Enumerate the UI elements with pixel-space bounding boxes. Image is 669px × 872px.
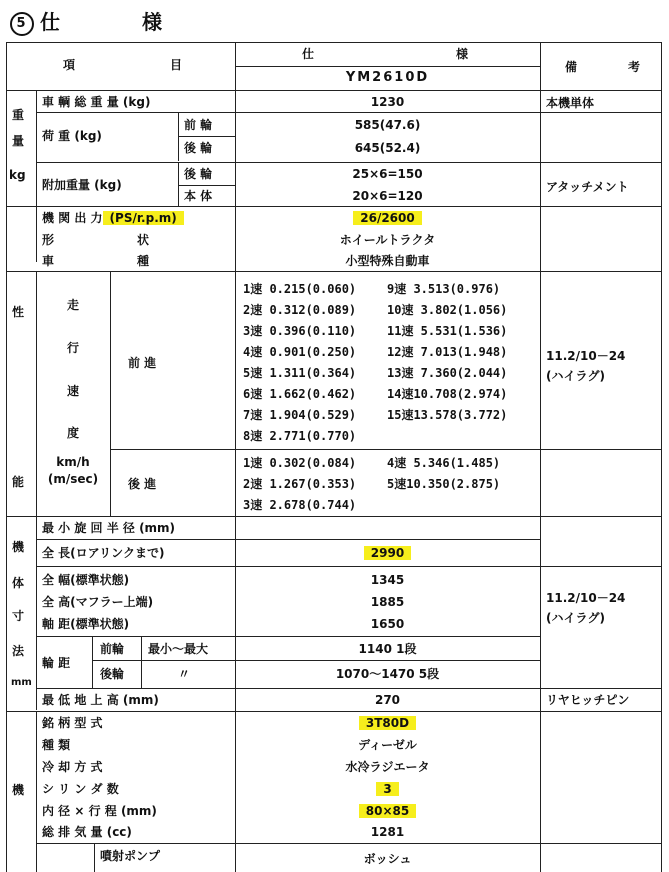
- dim-note-2: (ハイラグ): [546, 611, 605, 625]
- weight-group-3: kg: [9, 168, 26, 182]
- engine-model-label: 銘 柄 型 式: [42, 716, 103, 730]
- reverse-gear: 2速 1.267(0.353): [243, 477, 357, 491]
- performance-note-2: (ハイラグ): [546, 369, 605, 383]
- engine-bore-label: 内 径 × 行 程 (mm): [42, 804, 157, 818]
- forward-gear: 12速 7.013(1.948): [387, 345, 508, 359]
- tread-front-range: 最小～最大: [148, 642, 209, 656]
- weight-add-body-label: 本 体: [184, 189, 213, 203]
- forward-gear: 4速 0.901(0.250): [243, 345, 357, 359]
- dim-group-1: 機: [12, 540, 25, 554]
- engine-power-label: 機 関 出 力 (PS/r.p.m): [42, 211, 184, 225]
- forward-gear: 2速 0.312(0.089): [243, 303, 357, 317]
- forward-gear: 7速 1.904(0.529): [243, 408, 357, 422]
- injection-pump-label: 噴射ポンプ: [100, 849, 161, 863]
- weight-total-note: 本機単体: [546, 96, 595, 110]
- tread-front-label: 前輪: [100, 642, 125, 656]
- performance-note-1: 11.2/10－24: [546, 349, 626, 363]
- engine-power-unit: (PS/r.p.m): [103, 211, 184, 225]
- forward-gear: 11速 5.531(1.536): [387, 324, 508, 338]
- forward-gear: 6速 1.662(0.462): [243, 387, 357, 401]
- engine-cylinders-cell: [235, 782, 540, 796]
- weight-rear-label: 後 輪: [184, 141, 213, 155]
- width-label: 全 幅(標準状態): [42, 573, 130, 587]
- weight-group-1: 重: [12, 108, 25, 122]
- tread-front-value: 1140 1段: [358, 642, 417, 656]
- weight-add-rear-value: 25×6=150: [352, 167, 423, 181]
- speed-unit-1: km/h: [56, 455, 90, 469]
- shape-label-2: 状: [137, 233, 150, 247]
- forward-gear: 5速 1.311(0.364): [243, 366, 357, 380]
- weight-front-label: 前 輪: [184, 118, 213, 132]
- weight-total-label: 車 輌 総 重 量 (kg): [42, 95, 151, 109]
- performance-group-2: 能: [12, 475, 25, 489]
- dim-group-3: 寸: [12, 609, 25, 623]
- engine-bore-cell: [235, 804, 540, 818]
- header-note-1: 備: [565, 60, 578, 74]
- tread-rear-range: 〃: [178, 667, 191, 681]
- vehicle-type-label-1: 車: [42, 254, 55, 268]
- performance-group-1: 性: [12, 305, 25, 319]
- header-item-1: 項: [63, 58, 76, 72]
- wheelbase-value: 1650: [370, 617, 405, 631]
- tread-rear-label: 後輪: [100, 667, 125, 681]
- engine-displacement-label: 総 排 気 量 (cc): [42, 825, 132, 839]
- reverse-label: 後 進: [128, 477, 157, 491]
- min-turning-radius-label: 最 小 旋 回 半 径 (mm): [42, 521, 176, 535]
- section-number: 5: [10, 12, 34, 36]
- reverse-gear: 5速10.350(2.875): [387, 477, 501, 491]
- weight-load-rear: 645(52.4): [354, 141, 421, 155]
- weight-group-2: 量: [12, 134, 25, 148]
- weight-add-label: 附加重量 (kg): [42, 178, 122, 192]
- speed-unit-2: (m/sec): [47, 472, 99, 486]
- dim-group-2: 体: [12, 576, 25, 590]
- header-model: YM2610D: [345, 70, 430, 85]
- engine-cooling-value: 水冷ラジエータ: [345, 760, 430, 774]
- dim-note-1: 11.2/10－24: [546, 591, 626, 605]
- tread-label: 輪 距: [42, 656, 71, 670]
- speed-label-2: 行: [67, 341, 80, 355]
- forward-gear: 15速13.578(3.772): [387, 408, 508, 422]
- height-value: 1885: [370, 595, 405, 609]
- weight-load-label: 荷 重 (kg): [42, 129, 102, 143]
- header-spec-1: 仕: [302, 47, 315, 61]
- height-label: 全 高(マフラー上端): [42, 595, 154, 609]
- weight-add-note: アタッチメント: [546, 180, 629, 194]
- tread-rear-value: 1070～1470 5段: [335, 667, 440, 681]
- engine-model-value: 3T80D: [359, 716, 416, 730]
- forward-gear: 1速 0.215(0.060): [243, 282, 357, 296]
- engine-model-cell: [235, 716, 540, 730]
- forward-gear: 13速 7.360(2.044): [387, 366, 508, 380]
- length-label: 全 長(ロアリンクまで): [42, 546, 165, 560]
- clearance-note: リヤヒッチピン: [546, 693, 630, 707]
- engine-bore-value: 80×85: [359, 804, 416, 818]
- forward-gear: 14速10.708(2.974): [387, 387, 508, 401]
- forward-gear: 3速 0.396(0.110): [243, 324, 357, 338]
- speed-label-1: 走: [67, 298, 80, 312]
- width-value: 1345: [370, 573, 405, 587]
- length-value: 2990: [364, 546, 411, 560]
- engine-cooling-label: 冷 却 方 式: [42, 760, 103, 774]
- header-note-2: 考: [628, 60, 641, 74]
- vehicle-type-label-2: 種: [137, 254, 150, 268]
- engine-type-label: 種 類: [42, 738, 71, 752]
- engine-displacement-value: 1281: [370, 825, 405, 839]
- dim-group-5: mm: [11, 677, 32, 688]
- speed-label-4: 度: [67, 426, 80, 440]
- header-item-2: 目: [170, 58, 183, 72]
- forward-label: 前 進: [128, 356, 157, 370]
- speed-label-3: 速: [67, 384, 80, 398]
- engine-type-value: ディーゼル: [358, 738, 417, 752]
- injection-pump-value: ボッシュ: [363, 852, 412, 866]
- weight-total-value: 1230: [370, 95, 405, 109]
- weight-add-body-value: 20×6=120: [352, 189, 423, 203]
- section-title-2: 様: [142, 10, 164, 34]
- clearance-value: 270: [374, 693, 401, 707]
- engine-cylinders-value: 3: [376, 782, 398, 796]
- reverse-gear: 3速 2.678(0.744): [243, 498, 357, 512]
- weight-load-front: 585(47.6): [354, 118, 421, 132]
- length-value-cell: [235, 546, 540, 560]
- engine-power-value: 26/2600: [353, 211, 421, 225]
- header-spec-2: 様: [456, 47, 469, 61]
- forward-gear: 10速 3.802(1.056): [387, 303, 508, 317]
- shape-label-1: 形: [42, 233, 55, 247]
- weight-add-rear-label: 後 輪: [184, 167, 213, 181]
- shape-value: ホイールトラクタ: [339, 233, 436, 247]
- dim-group-4: 法: [12, 644, 25, 658]
- wheelbase-label: 軸 距(標準状態): [42, 617, 130, 631]
- reverse-gear: 4速 5.346(1.485): [387, 456, 501, 470]
- reverse-gear: 1速 0.302(0.084): [243, 456, 357, 470]
- section-title-1: 仕: [40, 10, 62, 34]
- engine-power-value-cell: [235, 211, 540, 225]
- clearance-label: 最 低 地 上 高 (mm): [42, 693, 159, 707]
- vehicle-type-value: 小型特殊自動車: [345, 254, 430, 268]
- forward-gear: 9速 3.513(0.976): [387, 282, 501, 296]
- forward-gear: 8速 2.771(0.770): [243, 429, 357, 443]
- engine-group-1: 機: [12, 783, 25, 797]
- engine-cylinders-label: シ リ ン ダ 数: [42, 782, 119, 796]
